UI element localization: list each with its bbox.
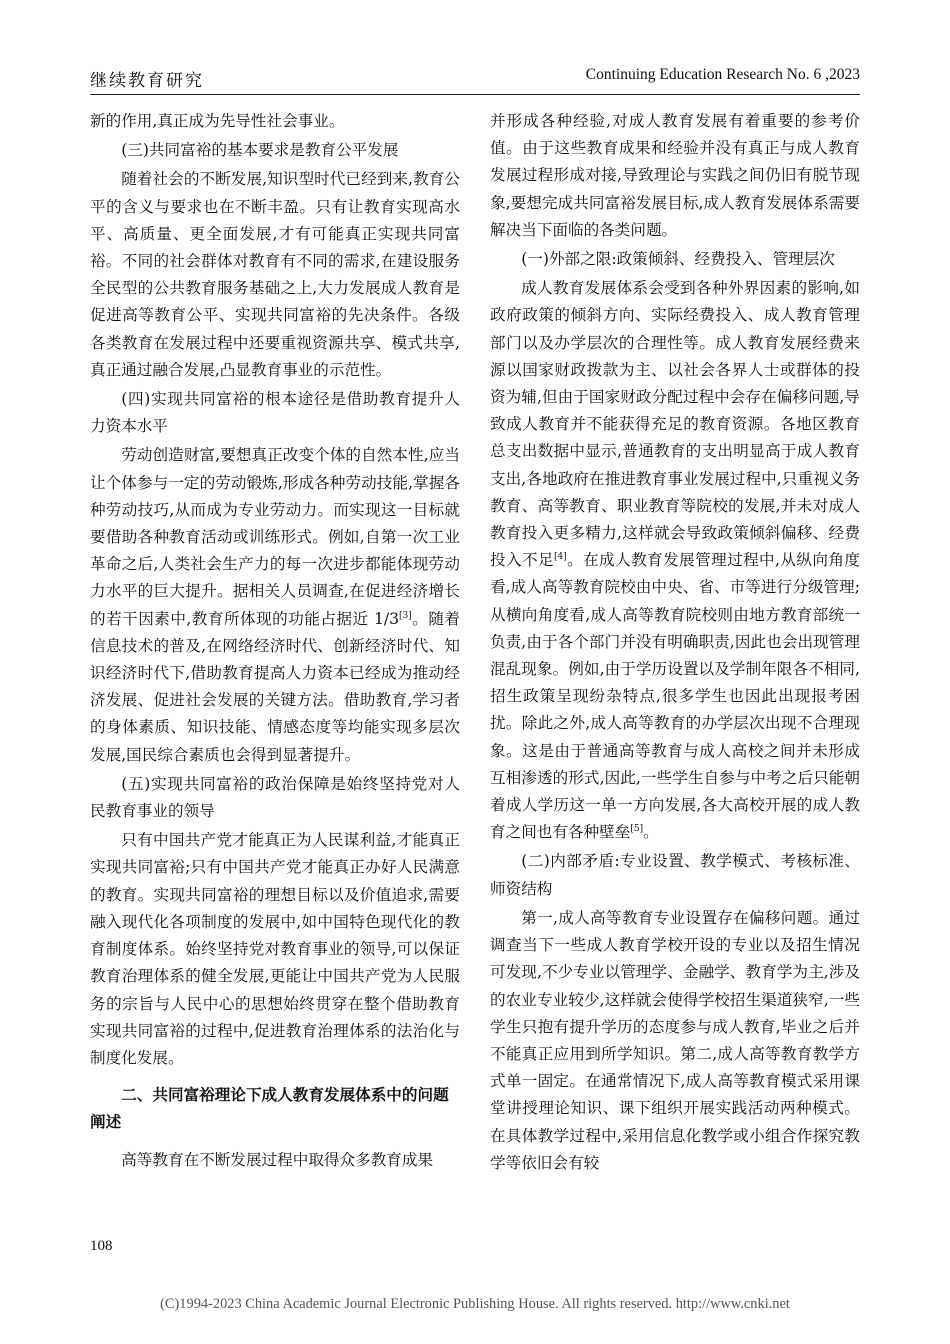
subsection-heading: (二)内部矛盾:专业设置、教学模式、考核标准、师资结构 [490, 852, 860, 898]
subsection-heading: (一)外部之限:政策倾斜、经费投入、管理层次 [521, 250, 835, 269]
journal-title-en: Continuing Education Research No. 6 ,2023 [585, 66, 860, 83]
journal-title-cn: 继续教育研究 [90, 71, 204, 91]
running-header [90, 62, 860, 92]
header-rule [90, 94, 860, 95]
paragraph: 并形成各种经验,对成人教育发展有着重要的参考价值。由于这些教育成果和经验并没有真正与成人教育发展过程形成对接,导致理论与实践之间仍旧有脱节现象,要想完成共同富裕发展目标,成人教育发展体系需要解决当下面临的各类问题。 [490, 112, 860, 239]
paragraph: 只有中国共产党才能真正为人民谋利益,才能真正实现共同富裕;只有中国共产党才能真正办好人民满意的教育。实现共同富裕的理想目标以及价值追求,需要融入现代化各项制度的发展中,如中国特色现代化的教育制度体系。始终坚持党对教育事业的领导,可以保证教育治理体系的健全发展,更能让中国共产党为人民服务的宗旨与人民中心的思想始终贯穿在整个借助教育实现共同富裕的过程中,促进教育治理体系的法治化与制度化发展。 [90, 831, 460, 1067]
subsection-heading: (五)实现共同富裕的政治保障是始终坚持党对人民教育事业的领导 [90, 774, 460, 821]
citation-ref: [3] [399, 610, 412, 621]
subsection-heading: (四)实现共同富裕的根本途径是借助教育提升人力资本水平 [90, 390, 460, 436]
paragraph: 随着社会的不断发展,知识型时代已经到来,教育公平的含义与要求也在不断丰盈。只有让教育实现高水平、高质量、更全面发展,才有可能真正实现共同富裕。不同的社会群体对教育有不同的需求,在建设服务全民型的公共教育服务基础之上,大力发展成人教育是促进高等教育公平、实现共同富裕的先决条件。各级各类教育在发展过程中还要重视资源共享、模式共享,真正通过融合发展,凸显教育事业的示范性。 [90, 170, 460, 379]
copyright-footer: (C)1994-2023 China Academic Journal Electronic Publishing House. All rights reserved. http://www.cnki.net [160, 1296, 790, 1312]
paragraph: 劳动创造财富,要想真正改变个体的自然本性,应当让个体参与一定的劳动锻炼,形成各种劳动技能,掌握各种劳动技巧,从而成为专业劳动力。而实现这一目标就要借助各种教育活动或训练形式。例如,自第一次工业革命之后,人类社会生产力的每一次进步都能体现劳动力水平的巨大提升。据相关人员调查,在促进经济增长的若干因素中,教育所体现的功能占据近 1/3[3]。随着信息技术的普及,在网络经济时代、创新经济时代、知识经济时代下,借助教育提高人力资本已经成为推动经济发展、促进社会发展的关键方法。借助教育,学习者的身体素质、知识技能、情感态度等均能实现多层次发展,国民综合素质也会得到显著提升。 [90, 446, 460, 764]
page-number: 108 [90, 1238, 113, 1254]
paragraph: 第一,成人高等教育专业设置存在偏移问题。通过调查当下一些成人教育学校开设的专业以及招生情况可发现,不少专业以管理学、金融学、教育学为主,涉及的农业专业较少,这样就会使得学校招生渠道狭窄,一些学生只抱有提升学历的态度参与成人教育,毕业之后并不能真正应用到所学知识。第二,成人高等教育教学方式单一固定。在通常情况下,成人高等教育模式采用课堂讲授理论知识、课下组织开展实践活动两种模式。在具体教学过程中,采用信息化教学或小组合作探究教学等依旧会有较 [490, 908, 860, 1172]
right-column [490, 108, 860, 1177]
paragraph: 新的作用,真正成为先导性社会事业。 [90, 112, 345, 130]
paragraph: 高等教育在不断发展过程中取得众多教育成果 [121, 1150, 434, 1169]
paragraph: 成人教育发展体系会受到各种外界因素的影响,如政府政策的倾斜方向、实际经费投入、成人教育管理部门以及办学层次的合理性等。成人教育发展经费来源以国家财政拨款为主、以社会各界人士或群体的投资为辅,但由于国家财政分配过程中会存在偏移问题,导致成人教育并不能获得充足的教育资源。各地区教育总支出数据中显示,普通教育的支出明显高于成人教育支出,各地政府在推进教育事业发展过程中,只重视义务教育、高等教育、职业教育等院校的发展,并未对成人教育投入更多精力,这样就会导致政策倾斜偏移、经费投入不足[4]。在成人教育发展管理过程中,从纵向角度看,成人高等教育院校由中央、省、市等进行分级管理;从横向角度看,成人高等教育院校则由地方教育部统一负责,由于各个部门并没有明确职责,因此也会出现管理混乱现象。例如,由于学历设置以及学制年限各不相同,招生政策呈现纷杂特点,很多学生也因此出现报考困扰。除此之外,成人高等教育的办学层次出现不合理现象。这是由于普通高等教育与成人高校之间并未形成互相渗透的形式,因此,一些学生自参与中考之后只能朝着成人学历这一单一方向发展,各大高校开展的成人教育之间也有各种壁垒[5]。 [490, 279, 860, 842]
subsection-heading: (三)共同富裕的基本要求是教育公平发展 [121, 141, 399, 160]
citation-ref: [4] [553, 552, 567, 563]
citation-ref: [5] [630, 824, 644, 835]
section-heading: 二、共同富裕理论下成人教育发展体系中的问题阐述 [90, 1086, 449, 1132]
left-column [90, 108, 460, 1174]
